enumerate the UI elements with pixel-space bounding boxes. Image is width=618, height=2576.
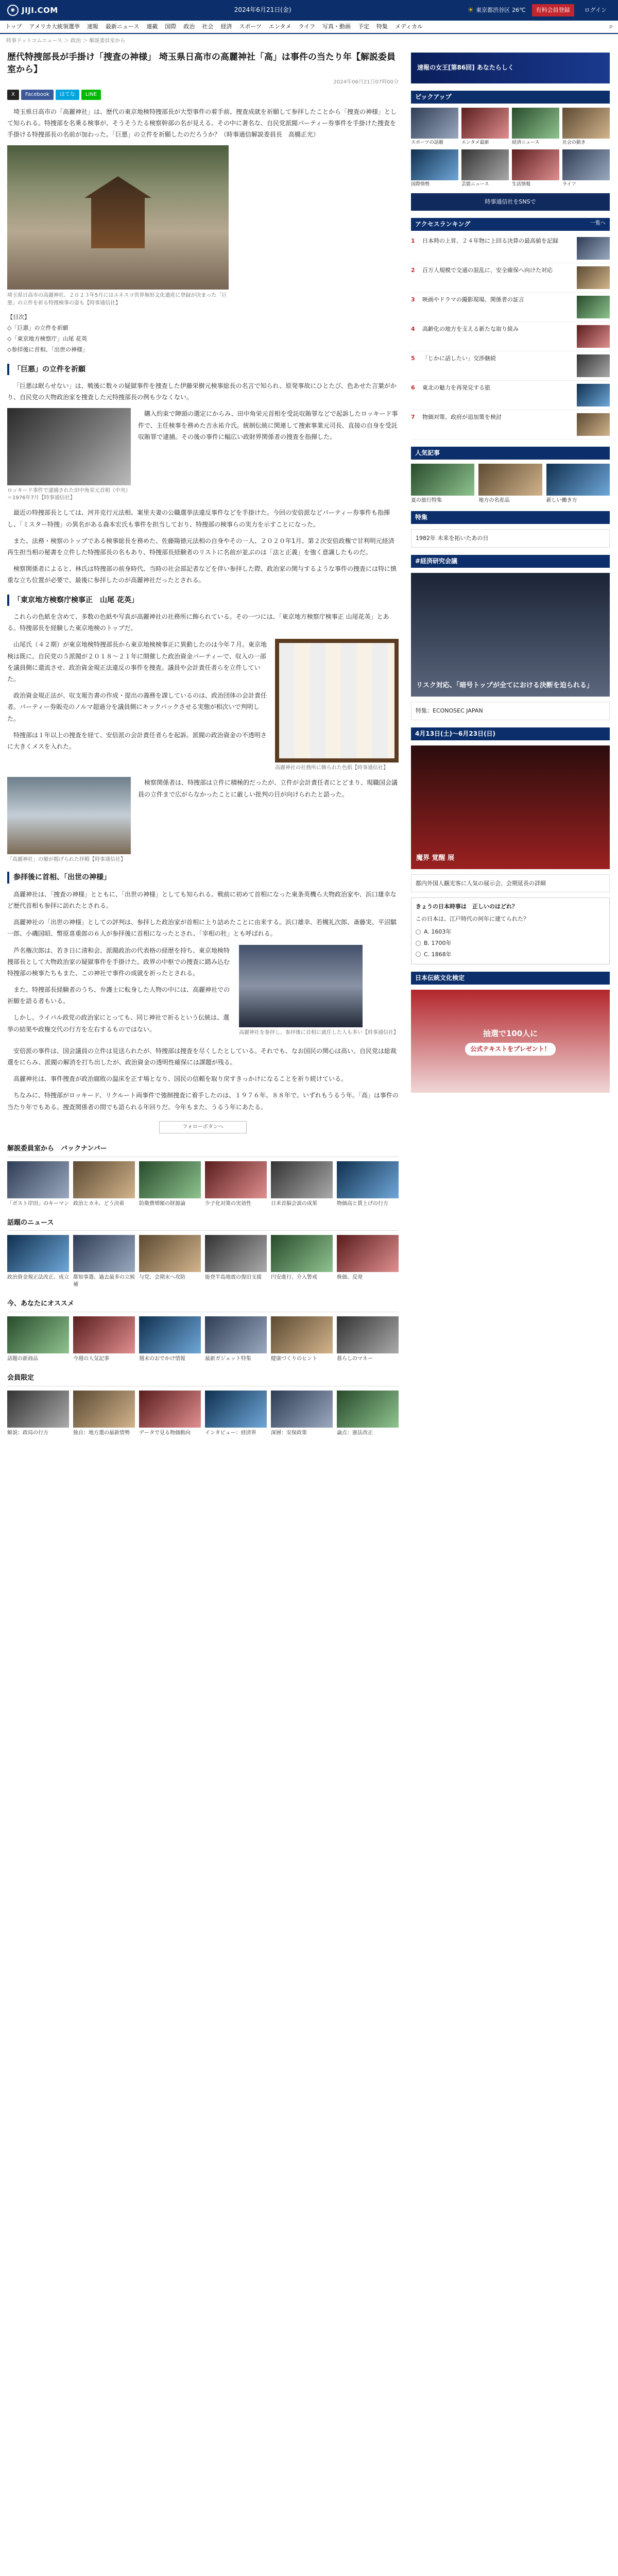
news-card[interactable] (205, 1391, 267, 1437)
nav-item[interactable]: 速報 (87, 23, 98, 30)
section-title: 今、あなたにオススメ (7, 1299, 399, 1312)
section-title: 会員限定 (7, 1373, 399, 1386)
nav-item[interactable]: エンタメ (268, 23, 291, 30)
sun-icon: ☀ (467, 6, 474, 14)
ranking-item[interactable] (411, 234, 610, 263)
nav-item[interactable]: 特集 (376, 23, 388, 30)
rank-number: 7 (411, 413, 415, 420)
toc-item[interactable]: ◇「東京地方検察庁」山尾 花英 (7, 335, 87, 342)
news-card[interactable] (337, 1316, 399, 1363)
share-facebook-button[interactable]: Facebook (21, 90, 54, 100)
site-header (0, 0, 618, 21)
news-card[interactable] (271, 1161, 333, 1208)
thumbnail (577, 237, 610, 260)
news-card[interactable] (337, 1391, 399, 1437)
thumbnail (271, 1316, 333, 1353)
thumbnail (7, 1235, 69, 1272)
site-logo[interactable] (7, 4, 58, 16)
card-title: 最新ガジェット特集 (205, 1356, 251, 1362)
thumbnail (461, 108, 509, 139)
card-title: 防衛費増額の財源論 (139, 1200, 185, 1207)
sns-banner[interactable]: 時事通信社をSNSで (411, 193, 610, 211)
follow-button[interactable]: フォローボタンへ (159, 1121, 247, 1133)
news-card[interactable] (73, 1235, 135, 1289)
card-title: 経済ニュース (512, 140, 540, 146)
news-card[interactable] (271, 1316, 333, 1363)
news-card[interactable] (7, 1391, 69, 1437)
recommend-grid (7, 1316, 399, 1363)
paragraph: 「巨悪は眠らせない」は、戦後に数々の疑獄事件を捜査した伊藤栄樹元検事総長の名言で知られ、原発事故にひとたび、色あせた言葉がかり、自民党の大物政治家を捜査した元特捜部長の例も少なくない。 (7, 382, 397, 401)
ranking-title: アクセスランキング (415, 220, 471, 228)
rank-number: 5 (411, 354, 415, 362)
feature-photo[interactable] (411, 573, 610, 697)
thumbnail (562, 108, 610, 139)
thumbnail (577, 296, 610, 318)
nav-item[interactable]: スポーツ (239, 23, 262, 30)
table-of-contents (7, 312, 399, 355)
paragraph: 安倍派の事件は、国会議員の立件は見送られたが、特捜部は捜査を尽くしたとしている。それでも、なお国民の関心は高い。自民党は総裁選をにらみ、派閥の解消を打ち出したが、政治資金の透明性確保には課題が残る。 (7, 1047, 397, 1066)
thumbnail (562, 149, 610, 180)
book-text: 抽選で100人に (483, 1028, 538, 1038)
thumbnail (73, 1161, 135, 1198)
rank-title: 物価対策、政府が追加策を検討 (422, 413, 502, 420)
card-title: 物価高と賃上げの行方 (337, 1200, 388, 1207)
header-date: 2024年6月21日(金) (234, 6, 291, 14)
thumbnail (139, 1391, 201, 1428)
paragraph: 検察関係者によると、林氏は特捜部の前身時代、当時の社会部記者などを伴い参拝した際、政治家の関与するような事件の捜査には特に慎重な立ち位置が必要で、最後に参拝したのが高麗神社だったとされる。 (7, 565, 397, 584)
card-title: 今週の人気記事 (73, 1356, 109, 1362)
thumbnail (577, 266, 610, 289)
paragraph: 高麗神社の「出世の神様」としての評判は、参拝した政治家が首相に上り詰めたことに由来する。浜口雄幸、若槻礼次郎、斎藤実、平沼騏一郎、小磯国昭、幣原喜重郎の６人が参拝後に首相になったとされ、「宰相の杜」とも呼ばれる。 (7, 919, 397, 938)
radio-icon (416, 952, 421, 957)
nav-item[interactable]: メディカル (394, 23, 423, 30)
thumbnail (337, 1161, 399, 1198)
news-card[interactable] (205, 1235, 267, 1289)
plan-header (411, 447, 610, 460)
toc-heading: 【目次】 (7, 314, 30, 321)
pickup-card[interactable] (512, 108, 559, 146)
logo-mark-icon: ◉ (7, 5, 19, 16)
thumbnail (337, 1391, 399, 1428)
rank-title: 日本時の上昇、２４年物に上回る決算の最高値を記録 (422, 237, 558, 244)
rank-title: 高齢化の地方を支える新たな取り組み (422, 325, 519, 332)
photo-caption: 高麗神社の社務所に飾られた色紙【時事通信社】 (275, 765, 388, 771)
thumbnail (205, 1161, 267, 1198)
breadcrumb[interactable]: 時事ドットコムニュース ＞ 政治 ＞ 解説委員室から (6, 38, 126, 44)
shrine-photo[interactable] (7, 145, 229, 290)
card-title: 少子化対策の実効性 (205, 1200, 251, 1207)
poll-option[interactable] (416, 938, 605, 949)
card-title: 株価、反発 (337, 1275, 363, 1281)
card-title: 論点：憲法改正 (337, 1430, 373, 1436)
poll-option[interactable] (416, 949, 605, 960)
shrine-hall-photo[interactable] (7, 777, 131, 854)
card-title: 芸能ニュース (461, 181, 489, 187)
photo-caption: ロッキード事件で逮捕された田中角栄元首相（中央）＝1976年7月【時事通信社】 (7, 488, 131, 501)
rank-title: 東北の魅力を再発見する旅 (422, 384, 490, 391)
event-title: 4月13日(土)～6月23日(日) (415, 730, 496, 737)
card-title: ライフ (562, 181, 576, 187)
nav-item[interactable]: アメリカ大統領選挙 (29, 23, 80, 30)
ranking-more-link[interactable]: 一覧へ (590, 220, 606, 226)
news-card[interactable] (139, 1391, 201, 1437)
news-card[interactable] (73, 1316, 135, 1363)
section-heading: 「東京地方検察庁検事正 山尾 花英」 (7, 595, 399, 606)
news-card[interactable] (337, 1235, 399, 1289)
plan-grid (411, 464, 610, 504)
thumbnail (73, 1391, 135, 1428)
thumbnail (411, 108, 458, 139)
pickup-card[interactable] (512, 149, 559, 188)
thumbnail (205, 1316, 267, 1353)
toc-item[interactable]: ◇「巨悪」の立件を祈願 (7, 325, 68, 332)
paragraph: 特捜部は１年以上の捜査を経て、安倍派の会計責任者らを起訴。派閥の政治資金の不透明さに大きくメスを入れた。 (7, 731, 267, 750)
thumbnail (461, 149, 509, 180)
card-title: インタビュー：経済界 (205, 1430, 256, 1436)
card-title: 都知事選、過去最多の立候補 (73, 1275, 135, 1288)
global-nav (0, 21, 618, 34)
nav-item[interactable]: 写真・動画 (322, 23, 351, 30)
thumbnail (271, 1161, 333, 1198)
news-card[interactable] (139, 1235, 201, 1289)
card-title: 円安進行、介入警戒 (271, 1275, 317, 1281)
rank-number: 1 (411, 237, 415, 244)
card-title: スポーツの話題 (411, 140, 443, 146)
photo-caption: 高麗神社を参拝し、参拝後に首相に就任した人も多い【時事通信社】 (239, 1029, 399, 1036)
nav-item[interactable]: 国際 (165, 23, 177, 30)
card-title: 政治資金規正法改正、成立 (7, 1275, 69, 1281)
ranking-item[interactable] (411, 410, 610, 439)
share-x-button[interactable]: X (7, 90, 19, 100)
paragraph: 購入約束で陣頭の選定にからみ、田中角栄元首相を受託収賄罪などで起訴したロッキード事件で、主任検事を務めた吉永祐介氏。統制伝統に関連して捜索事業元司長、直接の自身を受託収賄罪で逮捕。その後の事件に幅広い政財界関係者の捜査を指揮した。 (138, 410, 398, 440)
card-title: 健康づくりのヒント (271, 1356, 317, 1362)
nav-item[interactable]: ライフ (298, 23, 315, 30)
rank-number: 4 (411, 325, 415, 332)
article-timestamp: 2024年06月21日07時00分 (333, 79, 399, 85)
toc-item[interactable]: ◇参拝後に首相、「出世の神様」 (7, 346, 88, 353)
card-title: データで見る物価動向 (139, 1430, 191, 1436)
article-title: 歴代特捜部長が手掛け「捜査の神様」 埼玉県日高市の高麗神社「高」は事件の当たり年【解説委員室から】 (7, 52, 396, 75)
news-card[interactable] (73, 1391, 135, 1437)
card-title: 新しい働き方 (546, 497, 577, 503)
paragraph: 高麗神社は、「捜査の神様」とともに、「出世の神様」としても知られる。戦前に初めて首相になった東条英機ら大物政治家や、浜口雄幸など歴代首相も参拝に訪れたとされる。 (7, 890, 397, 909)
news-card[interactable] (205, 1161, 267, 1208)
section-title: 話題のニュース (7, 1218, 399, 1231)
sidebar-ad-banner[interactable]: 速報の女王[第86回] あなたらしく (411, 53, 610, 83)
section-heading: 参拝後に首相、「出世の神様」 (7, 872, 399, 883)
paragraph: ちなみに、特捜部がロッキード、リクルート両事件で強制捜査に着手したのは、１９７６年、８８年で、いずれもうるう年。「高」は事件の当たり年でもある。捜査関係者の間でも語られる年回りだ。今年もまた、うるう年にあたる。 (7, 1092, 399, 1111)
thumbnail (139, 1316, 201, 1353)
poll-option-label: C. 1868年 (424, 951, 452, 958)
rank-number: 3 (411, 296, 415, 303)
ranking-list (411, 234, 610, 439)
nav-item[interactable]: 最新ニュース (105, 23, 140, 30)
card-title: 与党、会期末へ攻防 (139, 1275, 185, 1281)
card-title: 地方の名産品 (478, 497, 510, 503)
rank-title: 映画やドラマの撮影現場、関係者の証言 (422, 296, 524, 303)
pickup-card[interactable] (562, 149, 610, 188)
news-card[interactable] (7, 1161, 69, 1208)
plan-title: 人気記事 (415, 449, 440, 456)
paragraph: 芦名権次郎は、若き日に清和会、派閥政治の代表格の経歴を持ち、東京地検特捜部長として大物政治家の疑獄事件を手掛けた。政界の中枢での捜査に踏み込む特捜部の検事たちもまた、この神社で事件の成就を祈ったとされる。 (7, 946, 230, 977)
paragraph: 山尾氏（４２期）が東京地検特捜部長から東京地検検事正に異動したのは今年７月。東京地検は既に、自民党の５派閥が２０１８〜２１年に開催した政治資金パーティーで、収入の一部を議員側に還流させ、政治資金規正法違反の事件を捜査。議員や会計責任者らを立件していた。 (7, 641, 267, 683)
card-title: 話題の新商品 (7, 1356, 38, 1362)
thumbnail (205, 1235, 267, 1272)
book-title: 日本伝統文化検定 (415, 974, 465, 982)
search-icon[interactable]: ⌕ (609, 22, 613, 30)
news-card[interactable] (7, 1316, 69, 1363)
card-title: 夏の旅行特集 (411, 497, 442, 503)
thumbnail (546, 464, 610, 496)
ranking-header (411, 218, 610, 231)
plan-card[interactable] (478, 464, 542, 504)
weather-widget[interactable] (468, 5, 526, 16)
card-title: 社会の動き (562, 140, 586, 146)
book-promo[interactable] (411, 990, 610, 1093)
card-title: 深層：安保政策 (271, 1430, 307, 1436)
nav-item[interactable]: トップ (5, 23, 22, 30)
event-caption: 都内外国人観光客に人気の展示会、会期延長の詳細 (411, 874, 610, 893)
paragraph: これらの色紙を含めて、多数の色紙や写真が高麗神社の社務所に飾られている。その一つには、「東京地方検察庁検事正 山尾花英」とある。特捜部長を経験した東京地検のトップだ。 (7, 613, 389, 632)
pickup-grid (411, 108, 610, 188)
card-title: エンタメ最新 (461, 140, 489, 146)
pickup-card[interactable] (562, 108, 610, 146)
section-heading: 「巨悪」の立件を祈願 (7, 364, 399, 375)
rank-number: 6 (411, 384, 415, 391)
poll-question: この日本は、江戸時代の何年に建てられた？ (416, 915, 529, 922)
rank-title: 百万人規模で交通の混乱に、安全確保へ向けた対応 (422, 266, 553, 274)
rank-title: 「じかに話したい」交渉継続 (422, 354, 496, 362)
thumbnail (139, 1235, 201, 1272)
paragraph: また、法務・検察のトップである検事総長を務めた、佐藤陽徳元法相の自身やその一人、２０２０年1月、第２次安倍政権で甘利明元経済再生担当相の秘書を立件した特捜部長の名もあり、特捜部長経験者のリストに名前が並ぶのは「法と正義」を強く意識したものだ。 (7, 537, 394, 556)
quiz-poll (411, 897, 610, 964)
share-bar (7, 90, 399, 100)
nav-item[interactable]: 予定 (357, 23, 369, 30)
news-card[interactable] (271, 1235, 333, 1289)
card-title: 国際情勢 (411, 181, 430, 187)
thumbnail (271, 1391, 333, 1428)
pickup-card[interactable] (461, 149, 509, 188)
special-header (411, 511, 610, 524)
plan-card[interactable] (546, 464, 610, 504)
thumbnail (577, 384, 610, 406)
ranking-item[interactable] (411, 263, 610, 293)
weather-location: 東京都渋谷区 (476, 7, 510, 14)
member-register-button[interactable]: 有料会員登録 (532, 4, 574, 16)
nav-item[interactable]: 経済 (220, 23, 232, 30)
thumbnail (411, 149, 458, 180)
members-grid (7, 1391, 399, 1437)
thumbnail (512, 108, 559, 139)
share-line-button[interactable]: LINE (81, 90, 101, 100)
thumbnail (577, 354, 610, 377)
politician-photo[interactable] (239, 945, 363, 1027)
poll-option[interactable] (416, 926, 605, 938)
event-header (411, 727, 610, 740)
ranking-item[interactable] (411, 381, 610, 410)
lockheed-photo[interactable] (7, 408, 131, 485)
news-card[interactable] (205, 1316, 267, 1363)
card-title: 「ポスト岸田」のキーマン (7, 1200, 69, 1207)
thumbnail (73, 1235, 135, 1272)
photo-caption: 「高麗神社」の額が掲げられた拝殿【時事通信社】 (7, 857, 126, 863)
rank-number: 2 (411, 266, 415, 274)
feature-title: #経済研究会議 (415, 557, 458, 565)
paragraph: 検察関係者は、特捜部は立件に積極的だったが、立件が会計責任者にとどまり、現職国会議員の立件まで広がらなかったことに厳しい批判の目が向けられたと語った。 (138, 779, 398, 798)
article-lead: 埼玉県日高市の「高麗神社」は、歴代の東京地検特捜部長が大型事件の着手前、捜査成就を祈願して参拝したことから「捜査の神様」として知られる。特捜部を名乗る検事が、そうそうたる検察幹部の名が見える。その中に著名な、自民党派閥パーティー券事件を手掛けた捜査を手掛ける特捜部長の名前が加わった。「巨悪」の立件を祈願したのだろうか？（時事通信解説委員長 高橋正光） (7, 108, 397, 138)
ranking-item[interactable] (411, 293, 610, 322)
nav-item[interactable]: 政治 (183, 23, 195, 30)
ranking-item[interactable] (411, 322, 610, 351)
card-title: 政治とカネ、どう決着 (73, 1200, 125, 1207)
thumbnail (478, 464, 542, 496)
book-header (411, 972, 610, 985)
pickup-card[interactable] (461, 108, 509, 146)
special-item[interactable]: 1982年 未来を拓いたあの日 (411, 529, 610, 548)
news-card[interactable] (73, 1161, 135, 1208)
book-pill: 公式テキストをプレゼント！ (465, 1043, 555, 1056)
thumbnail (411, 464, 474, 496)
share-hatena-button[interactable]: はてな (56, 90, 79, 100)
news-card[interactable] (271, 1391, 333, 1437)
card-title: 暮らしのマネー (337, 1356, 373, 1362)
feature-caption: リスク対応、「暗号トップが全てにおける決断を迫られる」 (416, 682, 593, 690)
thumbnail (139, 1161, 201, 1198)
card-title: 日米首脳会談の成果 (271, 1200, 317, 1207)
pickup-header (411, 91, 610, 104)
feature-header (411, 555, 610, 568)
nav-item[interactable]: 連載 (146, 23, 158, 30)
thumbnail (577, 325, 610, 348)
article-main (7, 48, 399, 1437)
thumbnail (7, 1316, 69, 1353)
weather-temp: 26℃ (512, 7, 526, 14)
news-card[interactable] (337, 1161, 399, 1208)
thumbnail (577, 413, 610, 436)
thumbnail (7, 1161, 69, 1198)
nav-item[interactable]: 社会 (202, 23, 214, 30)
thumbnail (205, 1391, 267, 1428)
paragraph: また、特捜部長経験者のうち、弁護士に転身した人物の中には、高麗神社での祈願を語る者もいる。 (7, 986, 230, 1005)
card-title: 独自：地方選の最新情勢 (73, 1430, 130, 1436)
thumbnail (337, 1235, 399, 1272)
event-banner-text: 魔界 覚醒 展 (416, 854, 455, 862)
news-card[interactable] (139, 1161, 201, 1208)
pickup-card[interactable] (411, 108, 458, 146)
section-title: 解説委員室から バックナンバー (7, 1144, 399, 1157)
radio-icon (416, 941, 421, 946)
news-card[interactable] (139, 1316, 201, 1363)
plan-card[interactable] (411, 464, 474, 504)
politics-grid (7, 1235, 399, 1289)
pickup-title: ピックアップ (415, 93, 452, 100)
login-button[interactable]: ログイン (584, 7, 607, 14)
thumbnail (73, 1316, 135, 1353)
thumbnail (7, 1391, 69, 1428)
paragraph: 最近の特捜部長としては、河井克行元法相、案里夫妻の公職選挙法違反事件などを手掛けた。今回の安倍派などパーティー券事件も指揮し、「ミスター特捜」の異名がある森本宏氏も事件を担当しており、特捜部の検事らの実力を示すことになった。 (7, 509, 390, 528)
thumbnail (512, 149, 559, 180)
thumbnail (271, 1235, 333, 1272)
paragraph: しかし、ライバル政党の政治家にとっても、同じ神社で祈るという伝統は、選挙の結果や政権交代の行方を左右するものではない。 (7, 1014, 230, 1033)
poll-option-label: B. 1700年 (424, 940, 452, 947)
paragraph: 政治資金規正法が、収支報告書の作成・提出の義務を課しているのは、政治団体の会計責任者。パーティー券販売のノルマ超過分を議員側にキックバックさせる実態が相次いで判明した。 (7, 692, 267, 722)
sidebar (411, 48, 610, 1437)
poll-option-label: A. 1603年 (424, 928, 452, 936)
special-title: 特集 (415, 513, 428, 521)
photo-caption: 埼玉県日高市の高麗神社。２０２３年5月にはユネスコ世界無形文化遺産に登録が決まった「巨悪」の立件を祈る特捜検事の姿も【時事通信社】 (7, 293, 227, 307)
paragraph: 高麗神社は、事件捜査が政治腐敗の温床を正す場となり、国民の信頼を取り戻すきっかけになることを祈り続けている。 (13, 1075, 348, 1083)
shikishi-photo[interactable] (275, 639, 399, 762)
radio-icon (416, 929, 421, 935)
poll-title: きょうの日本時事は 正しいのはどれ？ (416, 903, 518, 910)
feature-tag[interactable]: 特集：ECONOSEC JAPAN (411, 702, 610, 720)
card-title: 解説：政局の行方 (7, 1430, 48, 1436)
commentary-grid (7, 1161, 399, 1208)
news-card[interactable] (7, 1235, 69, 1289)
pickup-card[interactable] (411, 149, 458, 188)
card-title: 能登半島地震の復旧支援 (205, 1275, 262, 1281)
card-title: 生活情報 (512, 181, 531, 187)
logo-text: JIJI.COM (22, 6, 58, 15)
thumbnail (337, 1316, 399, 1353)
ranking-item[interactable] (411, 351, 610, 381)
card-title: 週末のおでかけ情報 (139, 1356, 185, 1362)
event-banner[interactable] (411, 745, 610, 869)
